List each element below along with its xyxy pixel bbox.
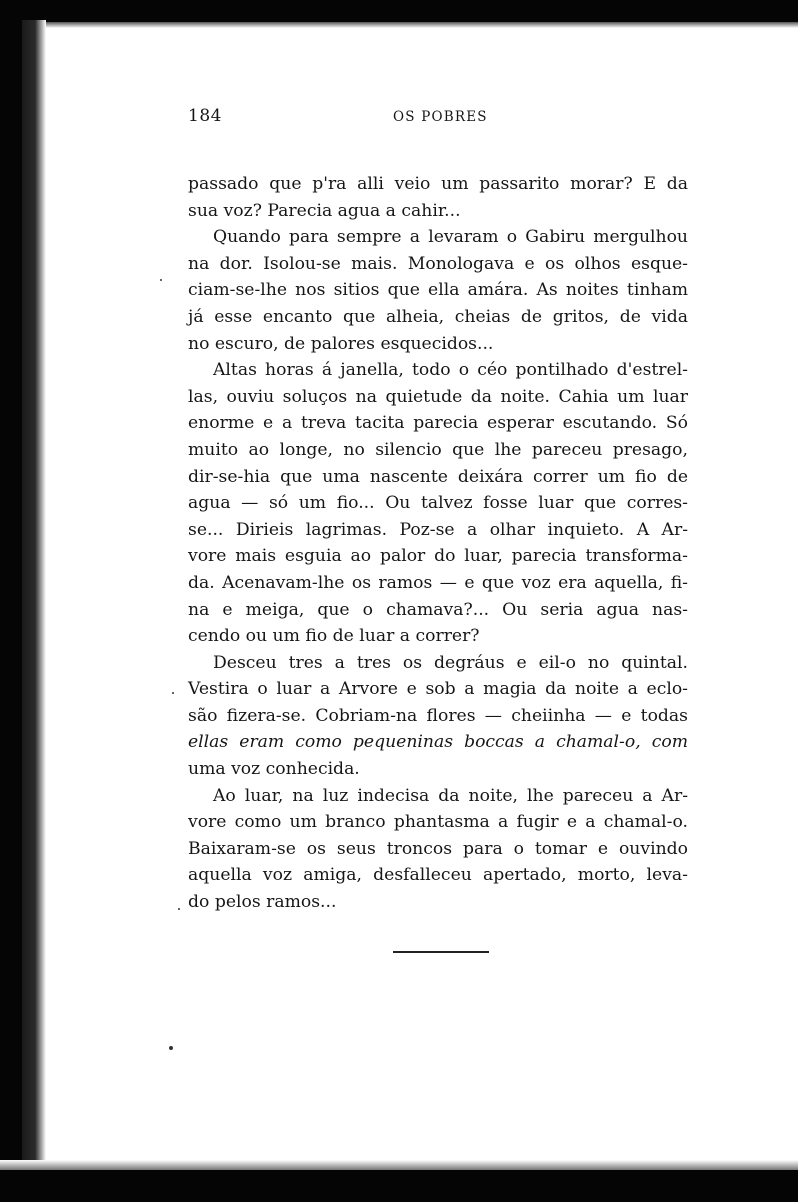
- text-line: na dor. Isolou-se mais. Monologava e os olhos esque-: [188, 253, 688, 274]
- text-line: do pelos ramos...: [188, 892, 337, 913]
- scan-bottom-border: [0, 1170, 798, 1202]
- page-number: 184: [188, 106, 222, 126]
- scan-binding-edge: [0, 0, 22, 1202]
- text-line: dir-se-hia que uma nascente deixára correr um fio de: [188, 466, 688, 487]
- text-line: agua — só um fio... Ou talvez fosse luar que corres-: [188, 493, 688, 514]
- page-header: [188, 106, 688, 130]
- text-line: no escuro, de palores esquecidos...: [188, 333, 494, 354]
- text-line: na e meiga, que o chamava?... Ou seria agua nas-: [188, 599, 688, 620]
- text-line: Desceu tres a tres os degráus e eil-o no quintal.: [213, 652, 688, 673]
- running-title: OS POBRES: [393, 109, 488, 125]
- text-line: aquella voz amiga, desfalleceu apertado, morto, leva-: [188, 865, 688, 886]
- text-line: ciam-se-lhe nos sitios que ella amára. As noites tinham: [188, 280, 688, 301]
- text-line: muito ao longe, no silencio que lhe pareceu presago,: [188, 439, 688, 460]
- scan-top-shadow: [0, 22, 798, 28]
- text-line: se... Dirieis lagrimas. Poz-se a olhar inquieto. A Ar-: [188, 519, 688, 540]
- text-line: vore mais esguia ao palor do luar, parecia transforma-: [188, 546, 688, 567]
- text-line: Vestira o luar a Arvore e sob a magia da noite a eclo-: [188, 679, 688, 700]
- text-line: Altas horas á janella, todo o céo pontilhado d'estrel-: [213, 360, 688, 381]
- italic-text-line: ellas eram como pequeninas boccas a chamal-o, com: [188, 732, 688, 753]
- text-line: uma voz conhecida.: [188, 759, 360, 780]
- ink-speck: [169, 1046, 173, 1050]
- text-line: são fizera-se. Cobriam-na flores — cheiinha — e todas: [188, 705, 688, 726]
- text-line: cendo ou um fio de luar a correr?: [188, 626, 480, 647]
- body-text: [188, 171, 688, 916]
- text-line: Ao luar, na luz indecisa da noite, lhe pareceu a Ar-: [213, 785, 688, 806]
- text-line: Baixaram-se os seus troncos para o tomar e ouvindo: [188, 838, 688, 859]
- ink-speck: [160, 279, 162, 281]
- end-of-chapter-rule: [393, 951, 489, 953]
- text-line: passado que p'ra alli veio um passarito morar? E da: [188, 174, 688, 194]
- text-line: enorme e a treva tacita parecia esperar escutando. Só: [188, 413, 688, 434]
- scan-bottom-shadow: [0, 1160, 798, 1170]
- text-line: las, ouviu soluços na quietude da noite. Cahia um luar: [188, 386, 688, 407]
- text-line: da. Acenavam-lhe os ramos — e que voz era aquella, fi-: [188, 572, 688, 593]
- scan-gutter-shadow: [22, 20, 46, 1160]
- ink-speck: [172, 692, 174, 694]
- text-line: vore como um branco phantasma a fugir e a chamal-o.: [188, 812, 688, 833]
- text-line: Quando para sempre a levaram o Gabiru mergulhou: [213, 227, 688, 248]
- ink-speck: [178, 908, 180, 910]
- text-line: já esse encanto que alheia, cheias de gritos, de vida: [188, 306, 688, 327]
- text-line: sua voz? Parecia agua a cahir...: [188, 200, 461, 221]
- scan-top-border: [0, 0, 798, 22]
